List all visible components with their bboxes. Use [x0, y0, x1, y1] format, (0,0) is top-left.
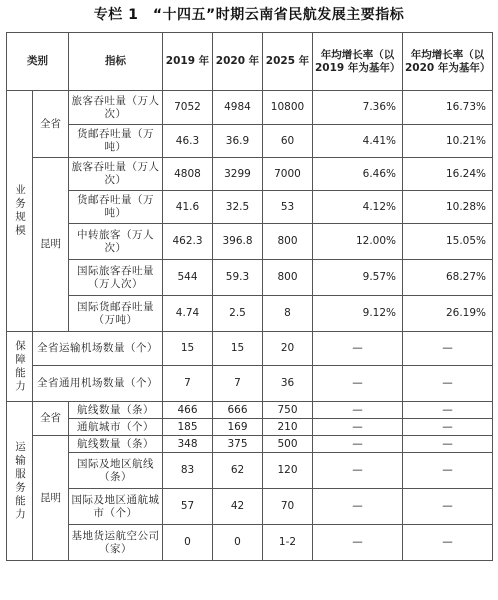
value-2020: 0 [213, 525, 263, 561]
value-2019: 83 [163, 453, 213, 489]
indicator-cell: 通航城市（个） [69, 419, 163, 436]
growth-2020: 16.24% [403, 158, 493, 191]
table-row [7, 158, 493, 191]
table-row [7, 436, 493, 453]
value-2025: 120 [263, 453, 313, 489]
value-2019: 4808 [163, 158, 213, 191]
value-2025: 60 [263, 125, 313, 158]
value-2019: 0 [163, 525, 213, 561]
value-2019: 4.74 [163, 296, 213, 332]
value-2020: 15 [213, 332, 263, 366]
indicator-cell: 基地货运航空公司（家） [69, 525, 163, 561]
growth-2020: 68.27% [403, 260, 493, 296]
value-2020: 375 [213, 436, 263, 453]
value-2020: 169 [213, 419, 263, 436]
value-2020: 4984 [213, 91, 263, 125]
growth-2020: — [403, 332, 493, 366]
value-2025: 750 [263, 402, 313, 419]
growth-2019: — [313, 436, 403, 453]
growth-2019: — [313, 402, 403, 419]
growth-2019: 12.00% [313, 224, 403, 260]
sub-province: 全省 [33, 402, 69, 436]
growth-2020: — [403, 453, 493, 489]
value-2025: 500 [263, 436, 313, 453]
growth-2019: — [313, 489, 403, 525]
value-2020: 2.5 [213, 296, 263, 332]
value-2019: 185 [163, 419, 213, 436]
indicator-cell: 货邮吞吐量（万吨） [69, 125, 163, 158]
value-2019: 46.3 [163, 125, 213, 158]
table-row [7, 366, 493, 402]
indicator-cell: 中转旅客（万人次） [69, 224, 163, 260]
growth-2019: — [313, 419, 403, 436]
growth-2019: — [313, 332, 403, 366]
value-2020: 59.3 [213, 260, 263, 296]
header-2025: 2025 年 [263, 33, 313, 91]
table-row [7, 525, 493, 561]
header-indicator: 指标 [69, 33, 163, 91]
indicator-cell: 航线数量（条） [69, 402, 163, 419]
value-2019: 7052 [163, 91, 213, 125]
group-guarantee: 保障能力 [7, 332, 33, 402]
header-category: 类别 [7, 33, 69, 91]
value-2019: 41.6 [163, 191, 213, 224]
growth-2019: 6.46% [313, 158, 403, 191]
value-2020: 32.5 [213, 191, 263, 224]
table-row [7, 332, 493, 366]
value-2019: 7 [163, 366, 213, 402]
indicator-cell: 旅客吞吐量（万人次） [69, 91, 163, 125]
header-row [7, 33, 493, 91]
indicator-cell: 国际旅客吞吐量（万人次） [69, 260, 163, 296]
value-2020: 666 [213, 402, 263, 419]
table-row [7, 453, 493, 489]
header-growth-2020: 年均增长率（以 2020 年为基年） [403, 33, 493, 91]
indicator-cell: 航线数量（条） [69, 436, 163, 453]
growth-2020: — [403, 366, 493, 402]
growth-2020: 10.28% [403, 191, 493, 224]
value-2019: 462.3 [163, 224, 213, 260]
value-2025: 800 [263, 224, 313, 260]
indicator-cell: 国际货邮吞吐量（万吨） [69, 296, 163, 332]
growth-2019: 7.36% [313, 91, 403, 125]
indicator-cell: 国际及地区航线（条） [69, 453, 163, 489]
table-row [7, 125, 493, 158]
value-2020: 42 [213, 489, 263, 525]
value-2025: 20 [263, 332, 313, 366]
value-2025: 53 [263, 191, 313, 224]
value-2020: 7 [213, 366, 263, 402]
growth-2020: 15.05% [403, 224, 493, 260]
value-2020: 3299 [213, 158, 263, 191]
growth-2019: 9.57% [313, 260, 403, 296]
indicator-cell: 旅客吞吐量（万人次） [69, 158, 163, 191]
table-row [7, 260, 493, 296]
header-2019: 2019 年 [163, 33, 213, 91]
growth-2019: — [313, 366, 403, 402]
indicator-cell: 全省运输机场数量（个） [33, 332, 163, 366]
growth-2020: 26.19% [403, 296, 493, 332]
value-2019: 348 [163, 436, 213, 453]
growth-2020: — [403, 436, 493, 453]
growth-2019: 4.12% [313, 191, 403, 224]
growth-2020: 10.21% [403, 125, 493, 158]
indicator-cell: 全省通用机场数量（个） [33, 366, 163, 402]
sub-kunming: 昆明 [33, 436, 69, 561]
growth-2019: — [313, 525, 403, 561]
indicator-table [6, 32, 493, 561]
table-row [7, 419, 493, 436]
table-row [7, 91, 493, 125]
growth-2019: 9.12% [313, 296, 403, 332]
growth-2020: — [403, 489, 493, 525]
value-2019: 544 [163, 260, 213, 296]
growth-2020: 16.73% [403, 91, 493, 125]
growth-2020: — [403, 402, 493, 419]
value-2025: 1-2 [263, 525, 313, 561]
value-2019: 466 [163, 402, 213, 419]
header-growth-2019: 年均增长率（以 2019 年为基年） [313, 33, 403, 91]
value-2025: 70 [263, 489, 313, 525]
value-2025: 10800 [263, 91, 313, 125]
growth-2019: — [313, 453, 403, 489]
value-2019: 15 [163, 332, 213, 366]
value-2019: 57 [163, 489, 213, 525]
table-row [7, 191, 493, 224]
table-row [7, 402, 493, 419]
growth-2019: 4.41% [313, 125, 403, 158]
table-row [7, 296, 493, 332]
value-2025: 36 [263, 366, 313, 402]
indicator-cell: 货邮吞吐量（万吨） [69, 191, 163, 224]
value-2020: 36.9 [213, 125, 263, 158]
group-business: 业务规模 [7, 91, 33, 332]
header-2020: 2020 年 [213, 33, 263, 91]
growth-2020: — [403, 419, 493, 436]
value-2025: 7000 [263, 158, 313, 191]
table-row [7, 489, 493, 525]
value-2020: 396.8 [213, 224, 263, 260]
group-transport: 运输服务能力 [7, 402, 33, 561]
table-title: 专栏 1 “十四五”时期云南省民航发展主要指标 [93, 7, 405, 23]
indicator-cell: 国际及地区通航城市（个） [69, 489, 163, 525]
value-2025: 800 [263, 260, 313, 296]
value-2020: 62 [213, 453, 263, 489]
sub-kunming: 昆明 [33, 158, 69, 332]
table-row [7, 224, 493, 260]
growth-2020: — [403, 525, 493, 561]
value-2025: 210 [263, 419, 313, 436]
value-2025: 8 [263, 296, 313, 332]
sub-province: 全省 [33, 91, 69, 158]
